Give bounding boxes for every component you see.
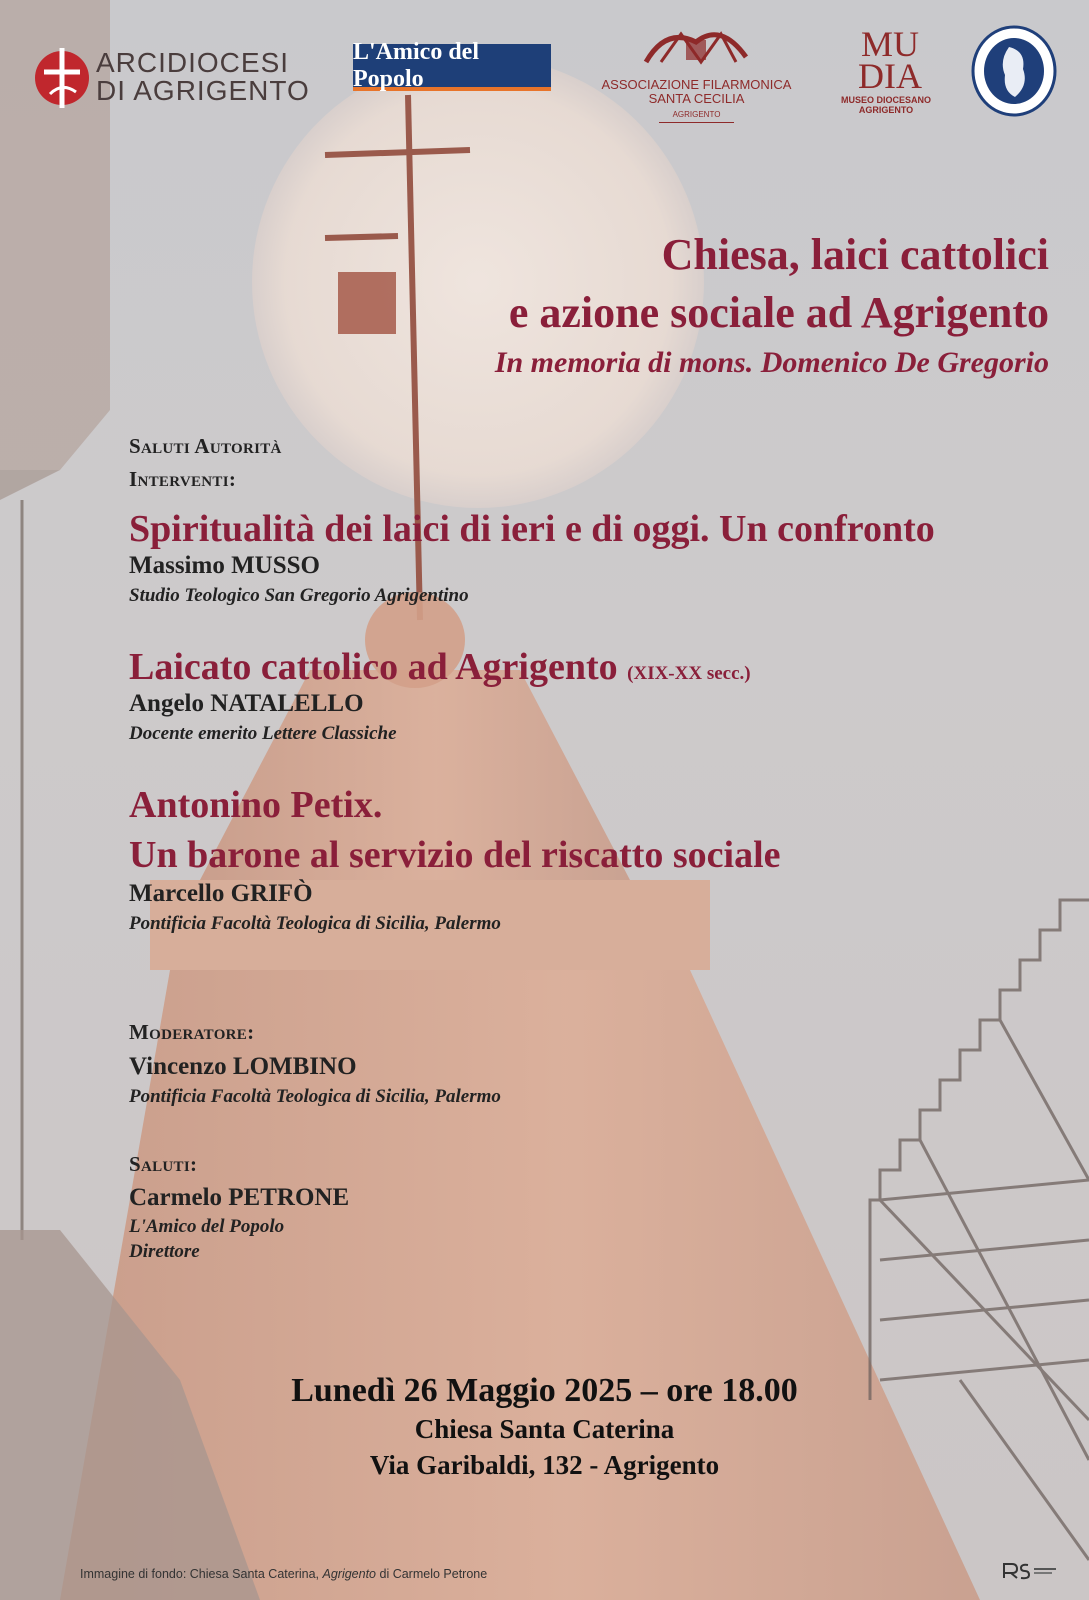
subtitle: In memoria di mons. Domenico De Gregorio xyxy=(494,346,1049,379)
talk-3-affiliation: Pontificia Facoltà Teologica di Sicilia, Palermo xyxy=(129,913,501,934)
moderatore-name: Vincenzo LOMBINO xyxy=(129,1053,357,1080)
mudia-name: MUSEO DIOCESANO AGRIGENTO xyxy=(840,95,931,115)
talk-3-speaker: Marcello GRIFÒ xyxy=(129,880,313,907)
event-venue: Chiesa Santa Caterina xyxy=(414,1414,675,1444)
logo-bar xyxy=(0,0,1089,130)
saluti-label: Saluti: xyxy=(129,1152,198,1176)
filarmonica-name: ASSOCIAZIONE FILARMONICA SANTA CECILIA AGRIGENTO xyxy=(594,78,799,123)
maria-cristina-medallion xyxy=(971,25,1057,117)
moderatore-label: Moderatore: xyxy=(129,1020,255,1044)
mudia-mark: MU DIA xyxy=(858,24,922,96)
talk-3-title-line-1: Antonino Petix. xyxy=(129,784,383,826)
saluti-affiliation-1: L'Amico del Popolo xyxy=(129,1216,285,1237)
talk-2-title-note: (XIX-XX secc.) xyxy=(627,663,751,684)
talk-2-title-text: Laicato cattolico ad Agrigento xyxy=(129,646,618,688)
moderatore-affiliation: Pontificia Facoltà Teologica di Sicilia, Palermo xyxy=(129,1086,501,1107)
event-address: Via Garibaldi, 132 - Agrigento xyxy=(369,1450,720,1480)
event-date: Lunedì 26 Maggio 2025 – ore 18.00 xyxy=(291,1372,798,1409)
credit-italic: Agrigento xyxy=(322,1567,377,1581)
arcidiocesi-name: ARCIDIOCESI DI AGRIGENTO xyxy=(96,47,310,106)
credit-suffix: di Carmelo Petrone xyxy=(376,1567,488,1581)
talk-1-affiliation: Studio Teologico San Gregorio Agrigentino xyxy=(129,585,469,606)
designer-mark-icon xyxy=(1000,1560,1060,1582)
talk-2-speaker: Angelo NATALELLO xyxy=(129,690,364,717)
title-line-2: e azione sociale ad Agrigento xyxy=(508,288,1049,337)
talk-2-affiliation: Docente emerito Lettere Classiche xyxy=(129,723,397,744)
talk-3-title xyxy=(129,780,781,880)
talk-1-title: Spiritualità dei laici di ieri e di oggi. Un confronto xyxy=(129,508,935,550)
talk-1-speaker: Massimo MUSSO xyxy=(129,552,320,579)
amico-del-popolo-logo: L'Amico del Popolo xyxy=(353,44,551,91)
filarmonica-emblem xyxy=(636,22,756,72)
saluti-affiliation-2: Direttore xyxy=(129,1241,200,1262)
credit-prefix: Immagine di fondo: Chiesa Santa Caterina, xyxy=(80,1567,323,1581)
interventi-label: Interventi: xyxy=(129,467,237,491)
talk-3-title-line-2: Un barone al servizio del riscatto sociale xyxy=(129,834,781,876)
saluti-name: Carmelo PETRONE xyxy=(129,1184,350,1211)
page-title xyxy=(149,226,1049,342)
saluti-autorita-label: Saluti Autorità xyxy=(129,434,282,458)
photo-credit xyxy=(80,1567,487,1581)
title-line-1: Chiesa, laici cattolici xyxy=(661,230,1049,279)
arcidiocesi-logo xyxy=(32,42,92,110)
